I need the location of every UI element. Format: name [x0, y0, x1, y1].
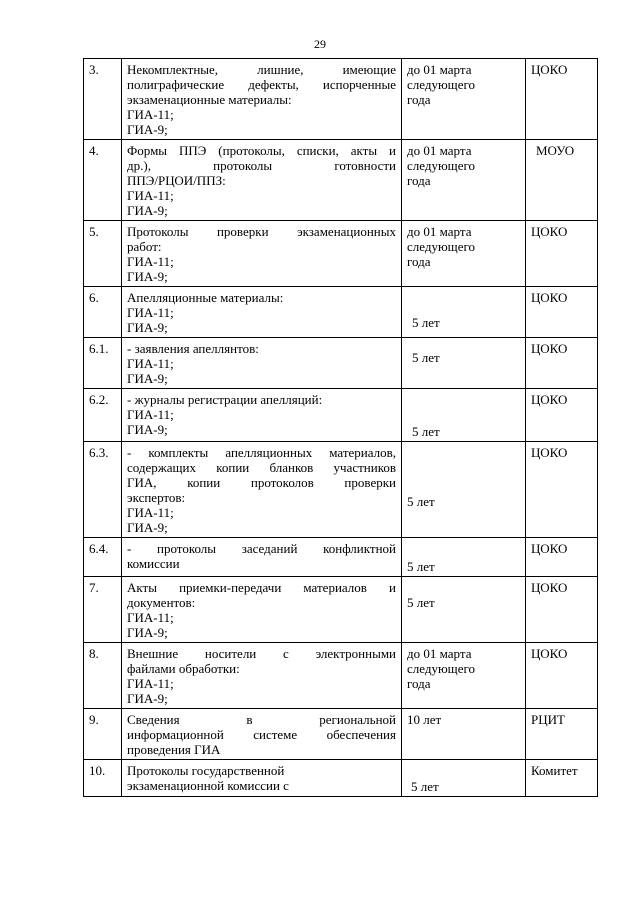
period-line: до 01 марта [407, 646, 472, 661]
description-line: др.), протоколы готовности [127, 158, 396, 173]
exam-type-line: ГИА-11; [127, 305, 174, 320]
table-row [84, 442, 598, 538]
responsible-body: ЦОКО [526, 338, 598, 389]
table-row [84, 643, 598, 709]
exam-type-line: ГИА-9; [127, 422, 168, 437]
row-description [122, 140, 402, 221]
row-description [122, 287, 402, 338]
table-row [84, 538, 598, 577]
exam-type-line: ГИА-11; [127, 356, 174, 371]
period-line: до 01 марта [407, 62, 472, 77]
description-line: информационной системе обеспечения [127, 727, 396, 742]
row-description [122, 442, 402, 538]
exam-type-line: ГИА-9; [127, 625, 168, 640]
period-text: 5 лет [407, 559, 435, 574]
row-number: 6. [84, 287, 122, 338]
table-row [84, 577, 598, 643]
description-line: проведения ГИА [127, 742, 221, 757]
row-description [122, 389, 402, 442]
period-line: до 01 марта [407, 224, 472, 239]
period-line: следующего [407, 77, 475, 92]
row-description [122, 59, 402, 140]
description-line: Внешние носители с электронными [127, 646, 396, 661]
row-number: 7. [84, 577, 122, 643]
description-line: Сведения в региональной [127, 712, 396, 727]
table-row [84, 140, 598, 221]
period-line: следующего [407, 239, 475, 254]
responsible-body: Комитет [526, 760, 598, 797]
retention-period [402, 221, 526, 287]
row-description [122, 643, 402, 709]
row-number: 6.2. [84, 389, 122, 442]
period-line: года [407, 173, 431, 188]
table-row [84, 221, 598, 287]
exam-type-line: ГИА-11; [127, 505, 174, 520]
period-text: 5 лет [407, 494, 435, 509]
description-line: содержащих копии бланков участников [127, 460, 396, 475]
row-number: 5. [84, 221, 122, 287]
exam-type-line: ГИА-9; [127, 203, 168, 218]
period-line: года [407, 676, 431, 691]
exam-type-line: ГИА-11; [127, 610, 174, 625]
period-line: до 01 марта [407, 143, 472, 158]
exam-type-line: ГИА-9; [127, 269, 168, 284]
exam-type-line: ГИА-9; [127, 320, 168, 335]
table-row [84, 389, 598, 442]
page-number: 29 [314, 37, 326, 51]
responsible-body: ЦОКО [526, 389, 598, 442]
responsible-body: ЦОКО [526, 442, 598, 538]
row-number: 4. [84, 140, 122, 221]
row-description [122, 221, 402, 287]
table-row [84, 338, 598, 389]
retention-period [402, 643, 526, 709]
retention-period [402, 389, 526, 442]
description-line: ГИА, копии протоколов проверки [127, 475, 396, 490]
description-line: Акты приемки-передачи материалов и [127, 580, 396, 595]
responsible-body: ЦОКО [526, 287, 598, 338]
description-line: - комплекты апелляционных материалов, [127, 445, 396, 460]
responsible-body: РЦИТ [526, 709, 598, 760]
table-row [84, 760, 598, 797]
responsible-body: ЦОКО [526, 577, 598, 643]
period-text: 5 лет [412, 350, 440, 365]
row-number: 6.1. [84, 338, 122, 389]
description-line: - журналы регистрации апелляций: [127, 392, 323, 407]
row-description [122, 538, 402, 577]
description-line: Некомплектные, лишние, имеющие [127, 62, 396, 77]
exam-type-line: ГИА-11; [127, 407, 174, 422]
description-line: Формы ППЭ (протоколы, списки, акты и [127, 143, 396, 158]
retention-period [402, 338, 526, 389]
row-description [122, 709, 402, 760]
period-line: года [407, 254, 431, 269]
row-number: 9. [84, 709, 122, 760]
responsible-body: ЦОКО [526, 643, 598, 709]
table-body [84, 59, 598, 797]
period-text: 5 лет [407, 595, 435, 610]
table-row [84, 287, 598, 338]
row-number: 6.3. [84, 442, 122, 538]
description-line: - протоколы заседаний конфликтной [127, 541, 396, 556]
row-description [122, 338, 402, 389]
description-line: экзаменационные материалы: [127, 92, 292, 107]
retention-period [402, 538, 526, 577]
retention-period [402, 577, 526, 643]
retention-period [402, 709, 526, 760]
row-description [122, 760, 402, 797]
description-line: ППЭ/РЦОИ/ППЗ: [127, 173, 226, 188]
responsible-body: ЦОКО [526, 221, 598, 287]
period-text: 5 лет [412, 315, 440, 330]
document-table [83, 58, 598, 797]
description-line: полиграфические дефекты, испорченные [127, 77, 396, 92]
exam-type-line: ГИА-11; [127, 188, 174, 203]
exam-type-line: ГИА-9; [127, 122, 168, 137]
row-number: 3. [84, 59, 122, 140]
description-line: Протоколы проверки экзаменационных [127, 224, 396, 239]
responsible-body: ЦОКО [526, 59, 598, 140]
period-line: следующего [407, 661, 475, 676]
period-text: 5 лет [412, 424, 440, 439]
period-line: года [407, 92, 431, 107]
period-text: 5 лет [411, 779, 439, 794]
description-line: экзаменационной комиссии с [127, 778, 289, 793]
responsible-body: МОУО [526, 140, 598, 221]
retention-period [402, 442, 526, 538]
description-line: работ: [127, 239, 162, 254]
exam-type-line: ГИА-11; [127, 676, 174, 691]
description-line: комиссии [127, 556, 180, 571]
retention-period [402, 287, 526, 338]
row-number: 8. [84, 643, 122, 709]
row-number: 10. [84, 760, 122, 797]
description-line: экспертов: [127, 490, 186, 505]
period-line: следующего [407, 158, 475, 173]
retention-period [402, 760, 526, 797]
description-line: - заявления апеллянтов: [127, 341, 259, 356]
exam-type-line: ГИА-9; [127, 371, 168, 386]
table-row [84, 59, 598, 140]
retention-period [402, 59, 526, 140]
exam-type-line: ГИА-9; [127, 691, 168, 706]
description-line: Апелляционные материалы: [127, 290, 284, 305]
responsible-body: ЦОКО [526, 538, 598, 577]
row-description [122, 577, 402, 643]
retention-period [402, 140, 526, 221]
exam-type-line: ГИА-11; [127, 107, 174, 122]
exam-type-line: ГИА-11; [127, 254, 174, 269]
period-text: 10 лет [407, 712, 442, 727]
description-line: документов: [127, 595, 196, 610]
row-number: 6.4. [84, 538, 122, 577]
description-line: Протоколы государственной [127, 763, 285, 778]
table-row [84, 709, 598, 760]
exam-type-line: ГИА-9; [127, 520, 168, 535]
description-line: файлами обработки: [127, 661, 240, 676]
